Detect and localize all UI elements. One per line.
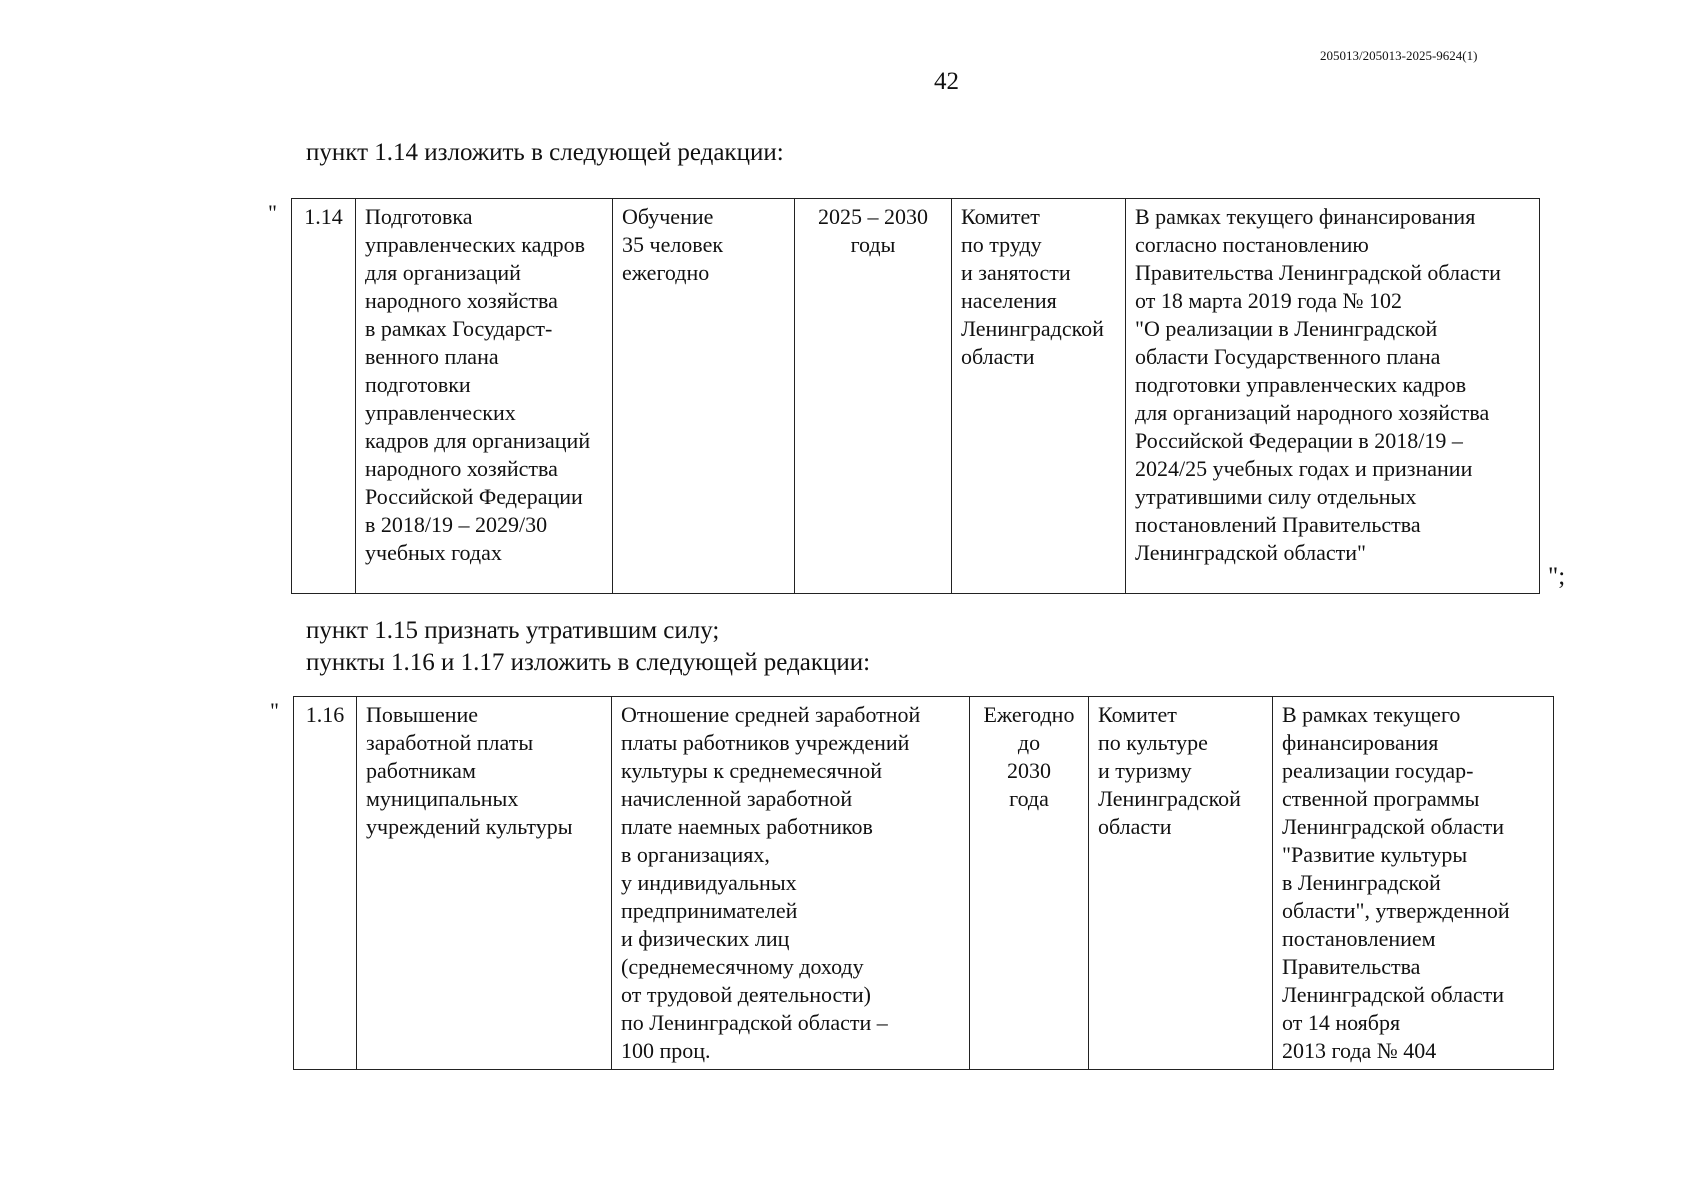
indicator-cell	[612, 697, 970, 1070]
executor-text: Комитет по культуре и туризму Ленинградской области	[1098, 702, 1241, 839]
executor-text: Комитет по труду и занятости населения Ленинградской области	[961, 204, 1104, 369]
opening-quote-2: "	[270, 698, 279, 723]
period-text: 2025 – 2030 годы	[818, 204, 928, 257]
item-number-cell	[292, 199, 356, 594]
indicator-text: Обучение 35 человек ежегодно	[622, 204, 724, 285]
item-number: 1.14	[304, 204, 343, 229]
financing-cell	[1126, 199, 1540, 594]
indicator-text: Отношение средней заработной платы работников учреждений культуры к среднемесячной начисленной заработной плате наемных работников в организациях, у индивидуальных предпринимателей и физических лиц (среднемесячному доходу от трудовой деятельности) по Ленинградской области – 100 проц.	[621, 702, 921, 1063]
page-number: 42	[934, 68, 959, 95]
event-text: Подготовка управленческих кадров для организаций народного хозяйства в рамках Государст- венного плана подготовки управленческих кадров для организаций народного хозяйства Российской Федерации в 2018/19 – 2029/30 учебных годах	[365, 204, 591, 565]
item-number-cell	[294, 697, 357, 1070]
indicator-cell	[613, 199, 795, 594]
table-row	[294, 697, 1554, 1070]
event-cell	[357, 697, 612, 1070]
financing-cell	[1273, 697, 1554, 1070]
executor-cell	[1089, 697, 1273, 1070]
closing-quote-1: ";	[1548, 563, 1566, 590]
opening-quote-1: "	[268, 200, 277, 225]
paragraph-item-1-14-intro: пункт 1.14 изложить в следующей редакции:	[306, 139, 784, 166]
period-text: Ежегодно до 2030 года	[983, 702, 1075, 811]
document-id: 205013/205013-2025-9624(1)	[1320, 48, 1478, 63]
period-cell	[970, 697, 1089, 1070]
event-cell	[356, 199, 613, 594]
table-item-1-14	[291, 198, 1540, 594]
executor-cell	[952, 199, 1126, 594]
paragraph-item-1-15: пункт 1.15 признать утратившим силу;	[306, 617, 720, 644]
financing-text: В рамках текущего финансирования согласно постановлению Правительства Ленинградской области от 18 марта 2019 года № 102 "О реализации в Ленинградской области Государственного плана подготовки управленческих кадров для организаций народного хозяйства Российской Федерации в 2018/19 – 2024/25 учебных годах и признании утратившими силу отдельных постановлений Правительства Ленинградской области"	[1135, 204, 1501, 565]
table-row	[292, 199, 1540, 594]
event-text: Повышение заработной платы работникам муниципальных учреждений культуры	[366, 702, 573, 839]
item-number: 1.16	[305, 702, 345, 727]
table-item-1-16	[293, 696, 1554, 1070]
paragraph-items-1-16-1-17: пункты 1.16 и 1.17 изложить в следующей редакции:	[306, 649, 871, 676]
period-cell	[795, 199, 952, 594]
financing-text: В рамках текущего финансирования реализации государ- ственной программы Ленинградской области "Развитие культуры в Ленинградской области", утвержденной постановлением Правительства Ленинградской области от 14 ноября 2013 года № 404	[1282, 702, 1510, 1063]
